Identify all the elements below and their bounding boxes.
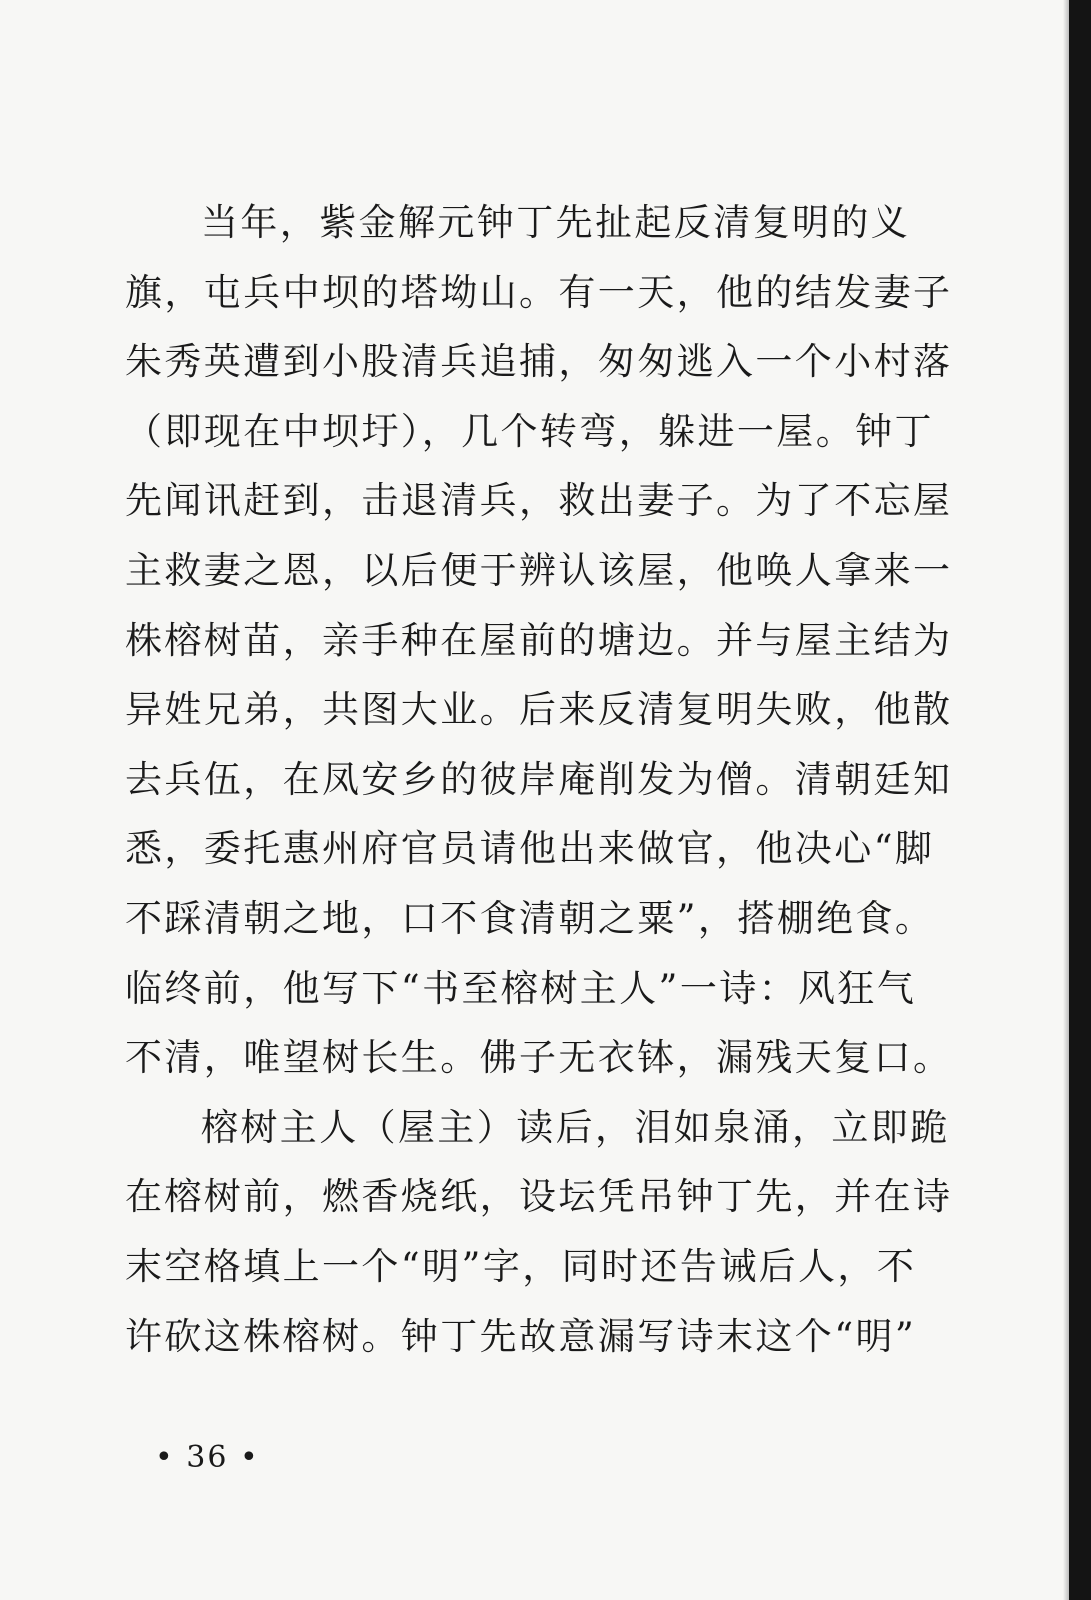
text-line: 当年，紫金解元钟丁先扯起反清复明的义 bbox=[201, 201, 911, 244]
text-line: 朱秀英遭到小股清兵追捕，匆匆逃入一个小村落 bbox=[125, 340, 953, 384]
text-line: 主救妻之恩，以后便于辨认该屋，他唤人拿来一 bbox=[125, 548, 953, 592]
text-line: 去兵伍，在凤安乡的彼岸庵削发为僧。清朝廷知 bbox=[125, 757, 953, 801]
text-line: 在榕树前，燃香烧纸，设坛凭吊钟丁先，并在诗 bbox=[125, 1175, 953, 1219]
text-line: 末空格填上一个“明”字，同时还告诫后人，不 bbox=[125, 1244, 917, 1288]
text-line: 株榕树苗，亲手种在屋前的塘边。并与屋主结为 bbox=[125, 618, 953, 662]
page-number: • 36 • bbox=[155, 1440, 260, 1475]
text-line: 许砍这株榕树。钟丁先故意漏写诗末这个“明” bbox=[125, 1314, 917, 1358]
text-line: 异姓兄弟，共图大业。后来反清复明失败，他散 bbox=[125, 688, 953, 732]
text-line: 先闻讯赶到，击退清兵，救出妻子。为了不忘屋 bbox=[125, 479, 953, 523]
text-line: （即现在中坝圩），几个转弯，躲进一屋。钟丁 bbox=[125, 409, 934, 453]
text-line: 旗，屯兵中坝的塔坳山。有一天，他的结发妻子 bbox=[125, 270, 953, 314]
text-line: 悉，委托惠州府官员请他出来做官，他决心“脚 bbox=[125, 827, 935, 871]
text-line: 临终前，他写下“书至榕树主人”一诗：风狂气 bbox=[125, 966, 917, 1010]
text-line: 不踩清朝之地，口不食清朝之粟”，搭棚绝食。 bbox=[125, 896, 935, 940]
text-line: 不清，唯望树长生。佛子无衣钵，漏残天复口。 bbox=[125, 1036, 953, 1080]
scan-border bbox=[1069, 0, 1091, 1600]
body-text bbox=[125, 188, 975, 1371]
text-line: 榕树主人（屋主）读后，泪如泉涌，立即跪 bbox=[201, 1105, 950, 1149]
